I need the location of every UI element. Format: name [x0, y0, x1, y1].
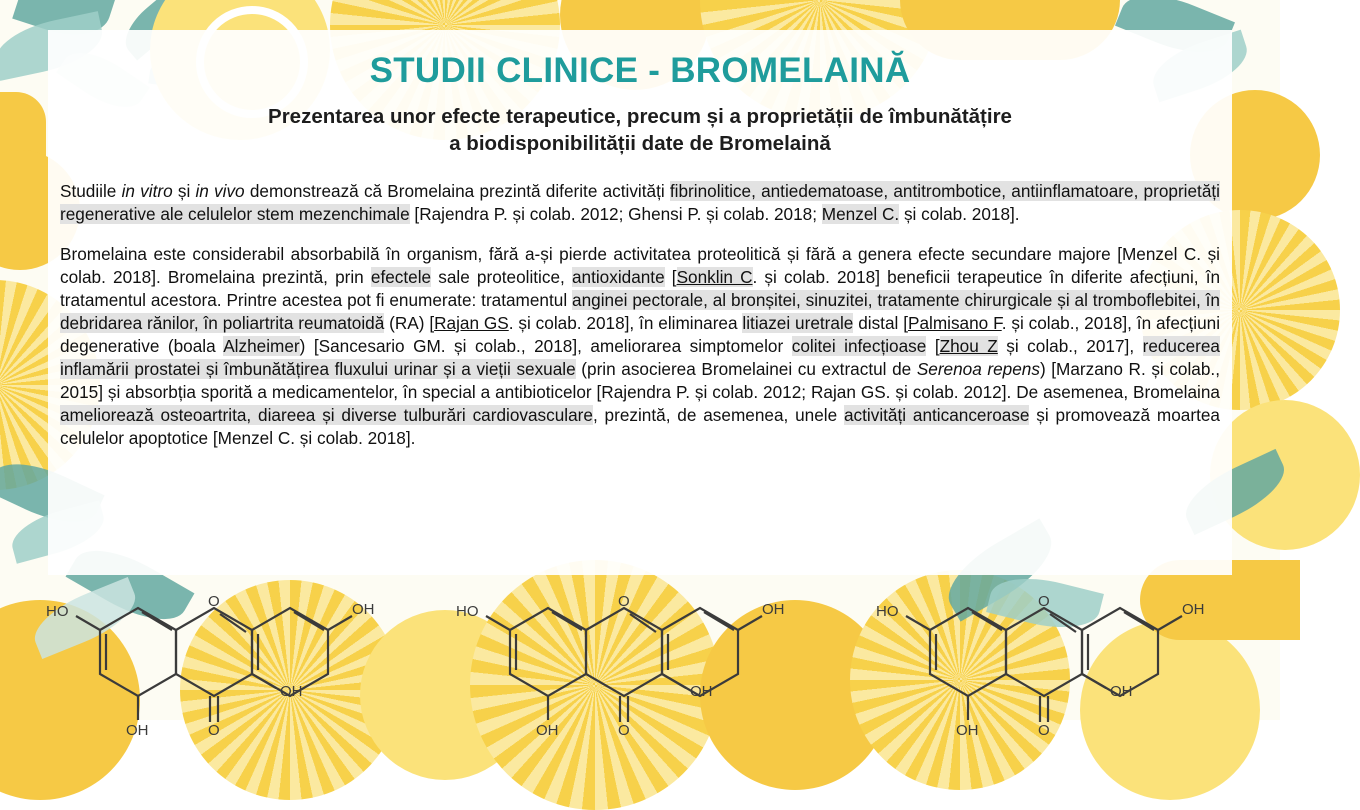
text-run: [	[664, 266, 677, 287]
text-run: sale proteolitice,	[431, 266, 572, 287]
text-run: neficii terapeutice în diferite afecțiuni, în tratamentul acestora. Printre acestea pot fi enumerate: tratamentul	[60, 266, 1221, 311]
text-run: demonstrează că Bromelaina prezintă diferite activități	[244, 180, 670, 201]
fan-shape	[470, 560, 720, 810]
text-run: . și colab. 2018], în eliminarea	[508, 313, 743, 334]
atom-label: OH	[1182, 601, 1205, 618]
text-run-highlighted: litiazei uretrale	[742, 313, 854, 334]
text-run: distal [	[853, 313, 908, 334]
paragraph-2	[60, 243, 1220, 450]
text-run-highlighted: activități anticanceroase	[843, 405, 1030, 426]
atom-label: HO	[876, 603, 899, 620]
atom-label: HO	[456, 603, 479, 620]
text-run: ) [Marzano R. și colab., 2015] și absorbția sporită a medicamentelor, în special a antibioticelor [Rajendra P. și colab. 2012; Rajan GS. și colab. 2012]. De asemenea, Bromelaina	[60, 359, 1220, 403]
text-run-citation: Zhou Z	[939, 336, 998, 357]
atom-label: O	[208, 722, 220, 739]
text-run-highlighted: reducerea inflamării prostatei și îmbunătățirea fluxului urinar și a vieții sexuale	[60, 336, 1220, 380]
atom-label: OH	[536, 722, 559, 739]
subtitle-line-1: Prezentarea unor efecte terapeutice, precum și a proprietății de îmbunătățire	[268, 104, 1012, 128]
page-subtitle	[88, 103, 1192, 158]
text-run: (prin asocierea Bromelainei cu extractul de	[575, 359, 917, 380]
atom-label: O	[208, 593, 220, 610]
text-run-highlighted: ameliorează osteoartrita, diareea și diverse tulburări cardiovasculare	[60, 405, 593, 426]
text-run: . și colab. 2018] be	[752, 266, 907, 287]
text-run-highlighted: Alzheimer	[223, 336, 300, 357]
text-run: și promovează moartea celulelor apoptotice [Menzel C. și colab. 2018].	[60, 405, 1220, 449]
text-run-citation: Sonklin C	[676, 266, 753, 287]
text-run: și	[172, 180, 196, 201]
atom-label: O	[1038, 593, 1050, 610]
text-run-italic: Serenoa repens	[916, 359, 1040, 380]
text-run-highlighted: colitei infecțioase	[791, 336, 927, 357]
text-run-highlighted: fibrinolitice, antiedematoase, antitrombotice, antiinflamatoare, proprietăți regenerative ale celulelor stem mezenchimale	[60, 180, 1220, 224]
atom-label: OH	[280, 683, 303, 700]
text-run-highlighted: antioxidante	[571, 266, 665, 287]
atom-label: OH	[352, 601, 375, 618]
text-run-highlighted: efectele	[370, 266, 432, 287]
text-run: [	[926, 336, 940, 357]
atom-label: HO	[46, 603, 69, 620]
text-run-citation: Palmisano F	[907, 313, 1002, 334]
text-run: . și colab., 2018], în afecțiuni degenerative (boala	[60, 313, 1221, 357]
atom-label: OH	[690, 683, 713, 700]
content-panel	[48, 30, 1232, 575]
paragraph-1	[60, 180, 1220, 226]
body-text	[60, 180, 1220, 451]
atom-label: O	[1038, 722, 1050, 739]
text-run-citation: Rajan GS	[434, 313, 509, 334]
text-run-highlighted: anginei pectorale, al bronșitei, sinuzitei, tratamente chirurgicale și al tromboflebitei, în debridarea rănilor, în poliartrita reumatoidă	[60, 290, 1220, 334]
page-title: STUDII CLINICE - BROMELAINĂ	[369, 51, 911, 90]
atom-label: OH	[126, 722, 149, 739]
atom-label: O	[618, 722, 630, 739]
text-run: și colab., 2017],	[997, 336, 1143, 357]
text-run: Bromelaina este considerabil absorbabilă în organism, fără a-și pierde activitatea proteolitică și fără a genera efecte secundare majore [Menzel C. și colab. 2018]. Bromelaina prezintă, prin	[60, 243, 1220, 287]
text-run: Studiile	[60, 180, 122, 201]
atom-label: OH	[956, 722, 979, 739]
circle-shape	[1080, 620, 1260, 800]
text-run: , prezintă, de asemenea, unele	[592, 405, 844, 426]
text-run: (RA) [	[384, 313, 435, 334]
text-run-highlighted: Menzel C.	[821, 203, 900, 224]
subtitle-line-2: a biodisponibilității date de Bromelaină	[449, 132, 831, 156]
atom-label: OH	[1110, 683, 1133, 700]
text-run-italic: in vivo	[195, 180, 245, 201]
text-run: și colab. 2018].	[899, 203, 1020, 224]
text-run: ) [Sancesario GM. și colab., 2018], ameliorarea simptomelor	[299, 336, 792, 357]
atom-label: O	[618, 593, 630, 610]
text-run: [Rajendra P. și colab. 2012; Ghensi P. și colab. 2018;	[409, 203, 822, 224]
text-run-italic: in vitro	[121, 180, 173, 201]
atom-label: OH	[762, 601, 785, 618]
